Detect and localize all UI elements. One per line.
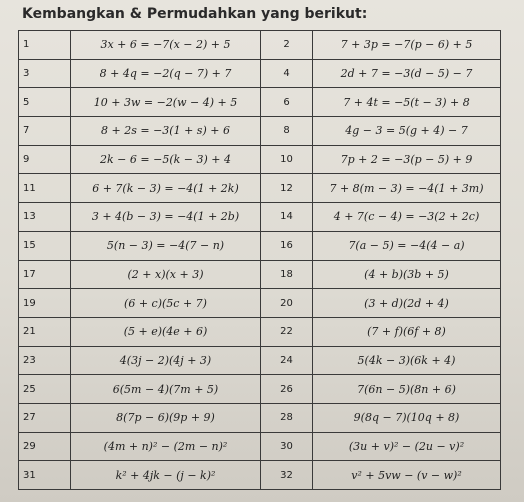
expression: 7(6n − 5)(8n + 6) [313,375,501,404]
expression: (3 + d)(2d + 4) [313,289,501,318]
expression: 4 + 7(c − 4) = −3(2 + 2c) [313,203,501,232]
table-row [19,117,501,146]
expression: (4 + b)(3b + 5) [313,260,501,289]
table-row [19,231,501,260]
question-number: 1 [19,31,71,60]
expression: 7 + 8(m − 3) = −4(1 + 3m) [313,174,501,203]
expression: 9(8q − 7)(10q + 8) [313,403,501,432]
expression: 3 + 4(b − 3) = −4(1 + 2b) [71,203,261,232]
table-row [19,432,501,461]
expression: (6 + c)(5c + 7) [71,289,261,318]
expression: 2k − 6 = −5(k − 3) + 4 [71,145,261,174]
expression: 10 + 3w = −2(w − 4) + 5 [71,88,261,117]
expression: 4g − 3 = 5(g + 4) − 7 [313,117,501,146]
table-row [19,289,501,318]
table-row [19,260,501,289]
question-number: 7 [19,117,71,146]
question-number: 27 [19,403,71,432]
expression: 6 + 7(k − 3) = −4(1 + 2k) [71,174,261,203]
table-row [19,346,501,375]
question-number: 2 [261,31,313,60]
expression: 5(n − 3) = −4(7 − n) [71,231,261,260]
question-number: 26 [261,375,313,404]
question-number: 3 [19,59,71,88]
expression: (2 + x)(x + 3) [71,260,261,289]
question-number: 13 [19,203,71,232]
question-number: 20 [261,289,313,318]
expression: (5 + e)(4e + 6) [71,317,261,346]
expression: (7 + f)(6f + 8) [313,317,501,346]
question-number: 19 [19,289,71,318]
page-title: Kembangkan & Permudahkan yang berikut: [22,6,368,22]
question-number: 12 [261,174,313,203]
expression: 6(5m − 4)(7m + 5) [71,375,261,404]
question-number: 18 [261,260,313,289]
expression: k² + 4jk − (j − k)² [71,461,261,490]
question-number: 9 [19,145,71,174]
expression: 8 + 4q = −2(q − 7) + 7 [71,59,261,88]
expression: 4(3j − 2)(4j + 3) [71,346,261,375]
exercise-table [18,30,501,490]
expression: (4m + n)² − (2m − n)² [71,432,261,461]
expression: 7p + 2 = −3(p − 5) + 9 [313,145,501,174]
expression: 5(4k − 3)(6k + 4) [313,346,501,375]
expression: 8(7p − 6)(9p + 9) [71,403,261,432]
table-row [19,403,501,432]
question-number: 23 [19,346,71,375]
expression: 7(a − 5) = −4(4 − a) [313,231,501,260]
question-number: 30 [261,432,313,461]
question-number: 32 [261,461,313,490]
table-row [19,375,501,404]
question-number: 16 [261,231,313,260]
question-number: 28 [261,403,313,432]
table-row [19,59,501,88]
expression: (3u + v)² − (2u − v)² [313,432,501,461]
question-number: 5 [19,88,71,117]
question-number: 22 [261,317,313,346]
expression: v² + 5vw − (v − w)² [313,461,501,490]
question-number: 15 [19,231,71,260]
table-row [19,203,501,232]
question-number: 4 [261,59,313,88]
table-row [19,174,501,203]
table-row [19,317,501,346]
question-number: 29 [19,432,71,461]
question-number: 10 [261,145,313,174]
question-number: 31 [19,461,71,490]
table-row [19,31,501,60]
question-number: 25 [19,375,71,404]
table-row [19,88,501,117]
question-number: 8 [261,117,313,146]
expression: 2d + 7 = −3(d − 5) − 7 [313,59,501,88]
question-number: 11 [19,174,71,203]
expression: 3x + 6 = −7(x − 2) + 5 [71,31,261,60]
question-number: 21 [19,317,71,346]
question-number: 14 [261,203,313,232]
question-number: 6 [261,88,313,117]
table-row [19,461,501,490]
question-number: 17 [19,260,71,289]
expression: 7 + 3p = −7(p − 6) + 5 [313,31,501,60]
table-row [19,145,501,174]
expression: 8 + 2s = −3(1 + s) + 6 [71,117,261,146]
question-number: 24 [261,346,313,375]
expression: 7 + 4t = −5(t − 3) + 8 [313,88,501,117]
